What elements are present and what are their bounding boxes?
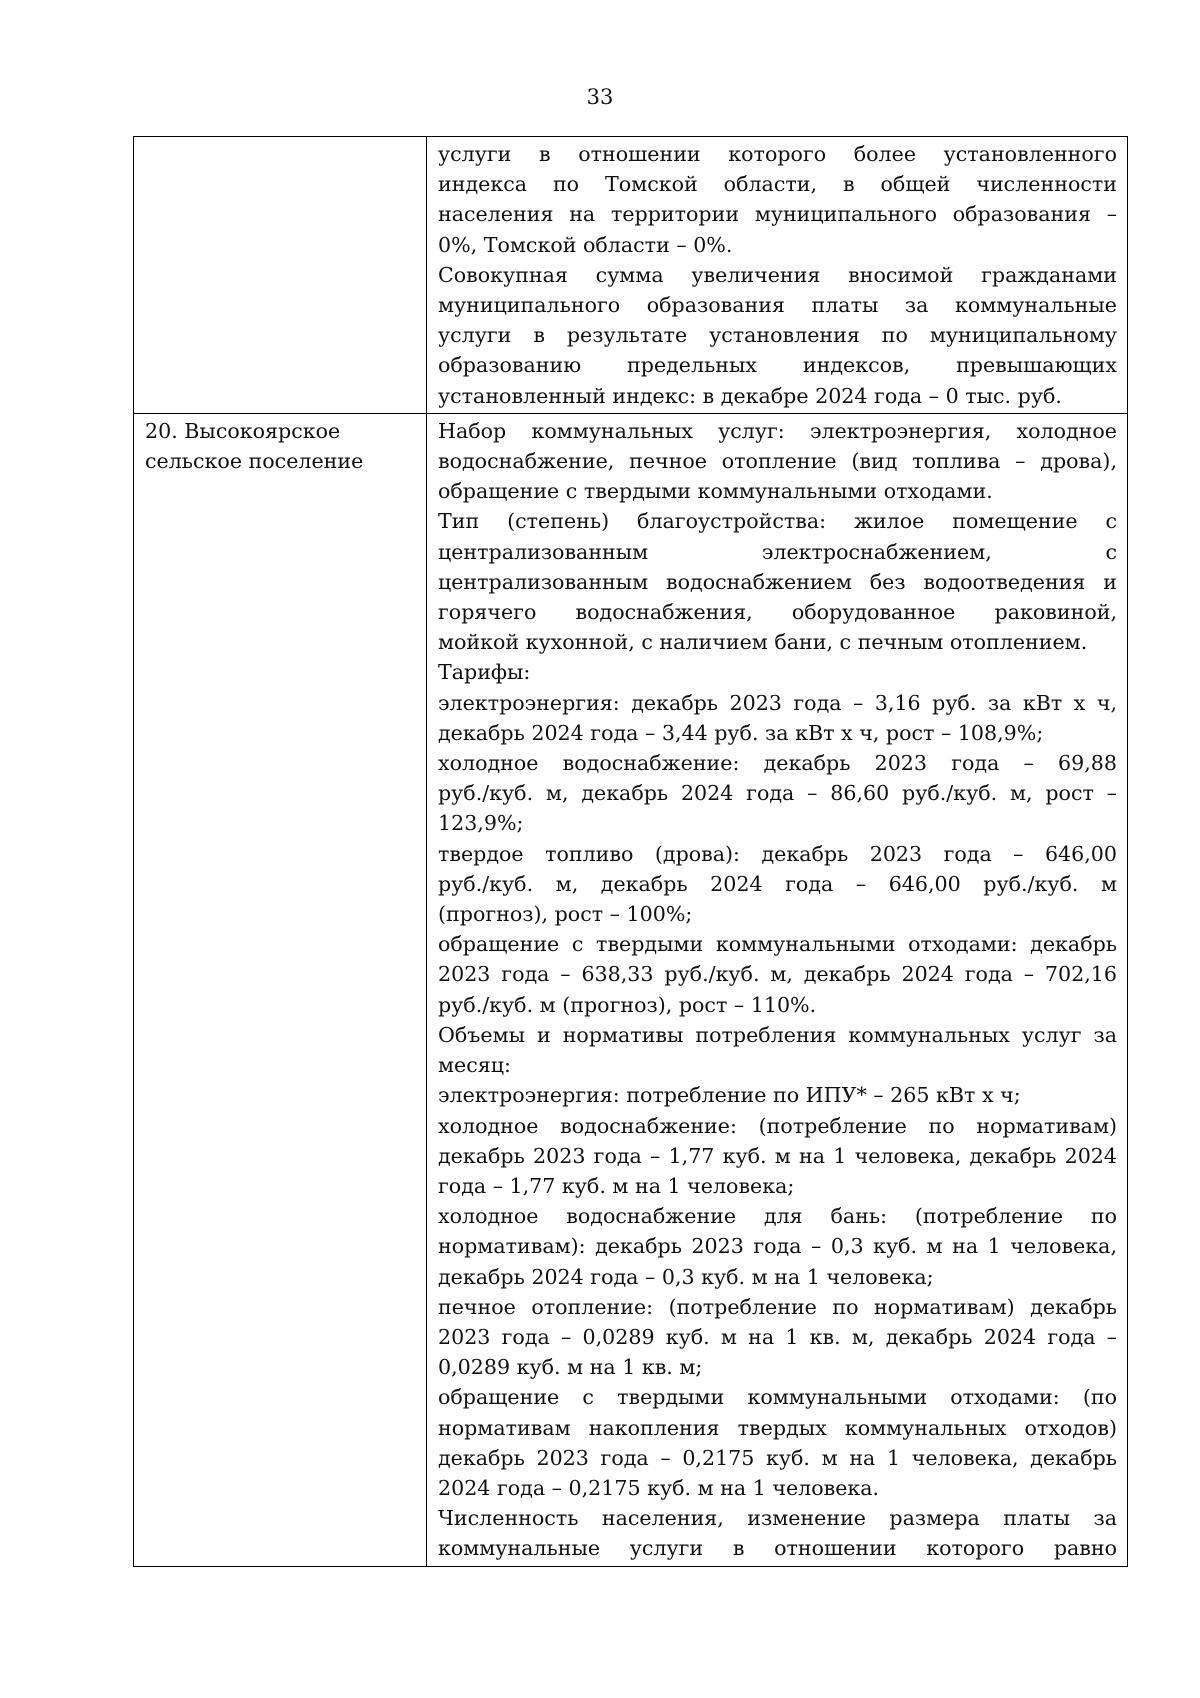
description-line: нормативам накопления твердых коммунальных отходов) xyxy=(438,1415,1117,1440)
description-cell xyxy=(427,413,1128,1566)
description-line: 123,9%; xyxy=(438,811,524,836)
description-cell xyxy=(427,137,1128,414)
description-line: 2024 года – 0,2175 куб. м на 1 человека. xyxy=(438,1475,880,1500)
description-line: Совокупная сумма увеличения вносимой гражданами xyxy=(438,262,1117,287)
table-row xyxy=(134,137,1128,414)
description-line: централизованным электроснабжением, с xyxy=(438,539,1117,564)
description-line: обращение с твердыми коммунальными отходами: (по xyxy=(438,1385,1117,1410)
description-line: руб./куб. м, декабрь 2024 года – 646,00 руб./куб. м xyxy=(438,871,1117,896)
description-line: твердое топливо (дрова): декабрь 2023 года – 646,00 xyxy=(438,841,1117,866)
description-line: Объемы и нормативы потребления коммунальных услуг за xyxy=(438,1022,1117,1047)
table-row xyxy=(134,413,1128,1566)
description-line: (прогноз), рост – 100%; xyxy=(438,902,693,927)
description-line: декабрь 2023 года – 1,77 куб. м на 1 человека, декабрь 2024 xyxy=(438,1143,1117,1168)
description-line: мойкой кухонной, с наличием бани, с печным отоплением. xyxy=(438,630,1088,655)
description-line: установленный индекс: в декабре 2024 года – 0 тыс. руб. xyxy=(438,383,1062,408)
description-line: печное отопление: (потребление по нормативам) декабрь xyxy=(438,1294,1117,1319)
page-number: 33 xyxy=(586,85,614,109)
municipality-name-cell xyxy=(134,137,427,414)
description-line: Тарифы: xyxy=(438,660,531,685)
municipality-name-cell xyxy=(134,413,427,1566)
description-line: 2023 года – 638,33 руб./куб. м, декабрь 2024 года – 702,16 xyxy=(438,962,1117,987)
description-line: обращение с твердыми коммунальными отходами. xyxy=(438,479,993,504)
description-line: 0%, Томской области – 0%. xyxy=(438,232,733,257)
description-line: года – 1,77 куб. м на 1 человека; xyxy=(438,1173,795,1198)
description-line: Тип (степень) благоустройства: жилое помещение с xyxy=(438,509,1117,534)
description-line: руб./куб. м, декабрь 2024 года – 86,60 руб./куб. м, рост – xyxy=(438,781,1117,806)
description-line: обращение с твердыми коммунальными отходами: декабрь xyxy=(438,932,1117,957)
description-line: водоснабжение, печное отопление (вид топлива – дрова), xyxy=(438,449,1117,474)
municipality-name-line: 20. Высокоярское xyxy=(145,418,341,443)
description-line: населения на территории муниципального образования – xyxy=(438,202,1117,227)
description-line: услуги в отношении которого более установленного xyxy=(438,142,1117,166)
description-line: электроэнергия: потребление по ИПУ* – 265 кВт х ч; xyxy=(438,1083,1021,1108)
municipality-name-line: сельское поселение xyxy=(145,449,364,474)
description-line: 0,0289 куб. м на 1 кв. м; xyxy=(438,1355,703,1380)
description-line: декабрь 2024 года – 3,44 руб. за кВт х ч, рост – 108,9%; xyxy=(438,720,1044,745)
description-line: 2023 года – 0,0289 куб. м на 1 кв. м, декабрь 2024 года – xyxy=(438,1324,1117,1349)
description-line: коммунальные услуги в отношении которого равно xyxy=(438,1536,1117,1561)
description-line: руб./куб. м (прогноз), рост – 110%. xyxy=(438,992,817,1017)
description-line: Набор коммунальных услуг: электроэнергия, холодное xyxy=(438,418,1117,443)
description-line: холодное водоснабжение для бань: (потребление по xyxy=(438,1204,1117,1229)
description-line: месяц: xyxy=(438,1053,511,1078)
description-line: централизованным водоснабжением без водоотведения и xyxy=(438,569,1117,594)
tariff-table xyxy=(133,136,1128,1567)
description-line: муниципального образования платы за коммунальные xyxy=(438,293,1117,318)
table-body xyxy=(134,137,1128,1567)
description-line: индекса по Томской области, в общей численности xyxy=(438,172,1117,197)
description-line: услуги в результате установления по муниципальному xyxy=(438,323,1117,348)
description-line: холодное водоснабжение: декабрь 2023 года – 69,88 xyxy=(438,751,1117,776)
description-line: электроэнергия: декабрь 2023 года – 3,16 руб. за кВт х ч, xyxy=(438,690,1117,715)
description-line: декабрь 2024 года – 0,3 куб. м на 1 человека; xyxy=(438,1264,934,1289)
description-line: Численность населения, изменение размера платы за xyxy=(438,1506,1117,1531)
description-line: холодное водоснабжение: (потребление по нормативам) xyxy=(438,1113,1117,1138)
description-line: горячего водоснабжения, оборудованное раковиной, xyxy=(438,600,1117,625)
description-line: декабрь 2023 года – 0,2175 куб. м на 1 человека, декабрь xyxy=(438,1445,1117,1470)
description-line: нормативам): декабрь 2023 года – 0,3 куб. м на 1 человека, xyxy=(438,1234,1117,1259)
description-line: образованию предельных индексов, превышающих xyxy=(438,353,1117,378)
